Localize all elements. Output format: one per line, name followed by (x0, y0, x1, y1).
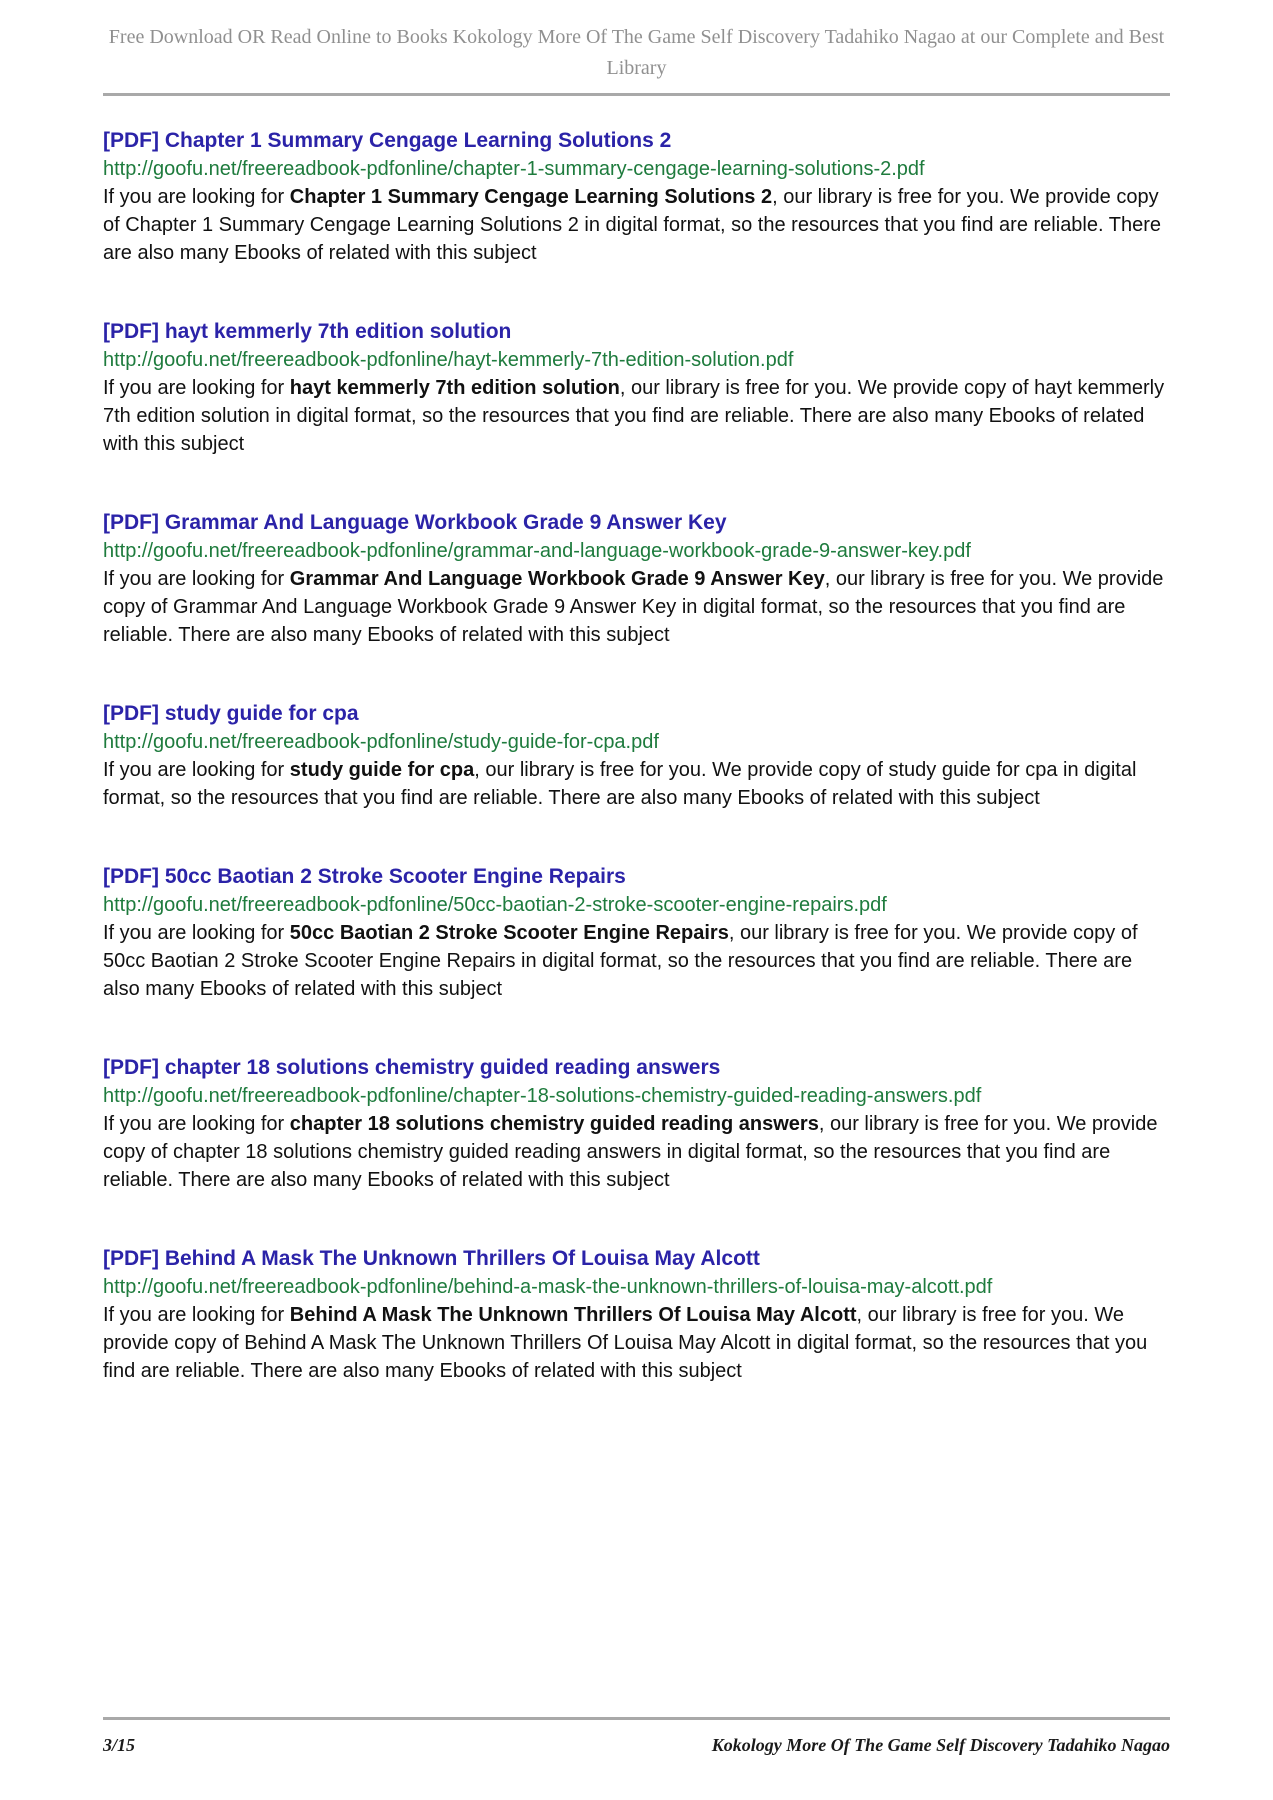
pdf-list (103, 96, 1170, 1436)
description-book-title: Chapter 1 Summary Cengage Learning Solutions 2 (289, 186, 773, 208)
description-book-title: Behind A Mask The Unknown Thrillers Of Louisa May Alcott (289, 1304, 857, 1326)
entry-description (103, 1301, 1170, 1385)
entry-url (103, 346, 1170, 374)
page-number: 3/15 (103, 1735, 136, 1755)
entry-title (103, 318, 1170, 346)
pdf-url-link[interactable]: http://goofu.net/freereadbook-pdfonline/study-guide-for-cpa.pdf (103, 731, 659, 753)
pdf-title-link[interactable]: [PDF] Chapter 1 Summary Cengage Learning Solutions 2 (103, 129, 672, 152)
entry-url (103, 1273, 1170, 1301)
entry-description (103, 1110, 1170, 1194)
description-book-title: hayt kemmerly 7th edition solution (289, 377, 620, 399)
description-suffix: , our library is free for you. We provide copy of hayt kemmerly 7th edition solution in digital format, so the resources that you find are reliable. There are also many Ebooks of related with this subject (103, 377, 1165, 455)
pdf-url-link[interactable]: http://goofu.net/freereadbook-pdfonline/50cc-baotian-2-stroke-scooter-engine-repairs.pdf (103, 894, 887, 916)
pdf-title-link[interactable]: [PDF] study guide for cpa (103, 702, 359, 725)
pdf-title-link[interactable]: [PDF] 50cc Baotian 2 Stroke Scooter Engine Repairs (103, 865, 626, 888)
list-item (103, 700, 1170, 812)
page-header: Free Download OR Read Online to Books Kokology More Of The Game Self Discovery Tadahiko Nagao at our Complete and Best Library (108, 26, 1165, 79)
description-prefix: If you are looking for (103, 1113, 290, 1135)
description-suffix: , our library is free for you. We provide copy of Behind A Mask The Unknown Thrillers Of Louisa May Alcott in digital format, so the resources that you find are reliable. There are also many Ebooks of related with this subject (103, 1304, 1148, 1382)
footer-divider (103, 1717, 1170, 1720)
footer-book-title: Kokology More Of The Game Self Discovery Tadahiko Nagao (711, 1735, 1170, 1755)
entry-title (103, 700, 1170, 728)
list-item (103, 1054, 1170, 1194)
entry-title (103, 1245, 1170, 1273)
entry-description (103, 756, 1170, 812)
description-prefix: If you are looking for (103, 759, 290, 781)
pdf-title-link[interactable]: [PDF] Behind A Mask The Unknown Thrillers Of Louisa May Alcott (103, 1247, 760, 1270)
entry-description (103, 565, 1170, 649)
pdf-title-link[interactable]: [PDF] chapter 18 solutions chemistry guided reading answers (103, 1056, 721, 1079)
entry-url (103, 891, 1170, 919)
description-suffix: , our library is free for you. We provide copy of Grammar And Language Workbook Grade 9 Answer Key in digital format, so the resources that you find are reliable. There are also many Ebooks of related with this subject (103, 568, 1164, 646)
list-item (103, 863, 1170, 1003)
description-prefix: If you are looking for (103, 1304, 290, 1326)
entry-url (103, 155, 1170, 183)
entry-url (103, 1082, 1170, 1110)
entry-title (103, 509, 1170, 537)
description-suffix: , our library is free for you. We provide copy of study guide for cpa in digital format, so the resources that you find are reliable. There are also many Ebooks of related with this subject (103, 759, 1137, 809)
pdf-url-link[interactable]: http://goofu.net/freereadbook-pdfonline/chapter-18-solutions-chemistry-guided-reading-answers.pdf (103, 1085, 982, 1107)
description-book-title: study guide for cpa (289, 759, 475, 781)
list-item (103, 127, 1170, 267)
description-prefix: If you are looking for (103, 922, 290, 944)
entry-description (103, 919, 1170, 1003)
list-item (103, 509, 1170, 649)
list-item (103, 318, 1170, 458)
pdf-url-link[interactable]: http://goofu.net/freereadbook-pdfonline/grammar-and-language-workbook-grade-9-answer-key.pdf (103, 540, 971, 562)
pdf-url-link[interactable]: http://goofu.net/freereadbook-pdfonline/behind-a-mask-the-unknown-thrillers-of-louisa-may-alcott.pdf (103, 1276, 993, 1298)
entry-title (103, 863, 1170, 891)
entry-title (103, 1054, 1170, 1082)
entry-url (103, 728, 1170, 756)
entry-description (103, 374, 1170, 458)
pdf-title-link[interactable]: [PDF] hayt kemmerly 7th edition solution (103, 320, 512, 343)
pdf-url-link[interactable]: http://goofu.net/freereadbook-pdfonline/chapter-1-summary-cengage-learning-solutions-2.pdf (103, 158, 925, 180)
pdf-title-link[interactable]: [PDF] Grammar And Language Workbook Grade 9 Answer Key (103, 511, 727, 534)
description-book-title: 50cc Baotian 2 Stroke Scooter Engine Repairs (289, 922, 729, 944)
description-prefix: If you are looking for (103, 568, 290, 590)
entry-title (103, 127, 1170, 155)
page-footer (103, 1717, 1170, 1800)
description-book-title: Grammar And Language Workbook Grade 9 Answer Key (289, 568, 825, 590)
description-prefix: If you are looking for (103, 186, 290, 208)
description-prefix: If you are looking for (103, 377, 290, 399)
description-suffix: , our library is free for you. We provide copy of 50cc Baotian 2 Stroke Scooter Engine Repairs in digital format, so the resources that you find are reliable. There are also many Ebooks of related with this subject (103, 922, 1138, 1000)
description-suffix: , our library is free for you. We provide copy of Chapter 1 Summary Cengage Learning Solutions 2 in digital format, so the resources that you find are reliable. There are also many Ebooks of related with this subject (103, 186, 1161, 264)
description-book-title: chapter 18 solutions chemistry guided reading answers (289, 1113, 819, 1135)
entry-description (103, 183, 1170, 267)
entry-url (103, 537, 1170, 565)
description-suffix: , our library is free for you. We provide copy of chapter 18 solutions chemistry guided reading answers in digital format, so the resources that you find are reliable. There are also many Ebooks of related with this subject (103, 1113, 1158, 1191)
pdf-url-link[interactable]: http://goofu.net/freereadbook-pdfonline/hayt-kemmerly-7th-edition-solution.pdf (103, 349, 794, 371)
list-item (103, 1245, 1170, 1385)
